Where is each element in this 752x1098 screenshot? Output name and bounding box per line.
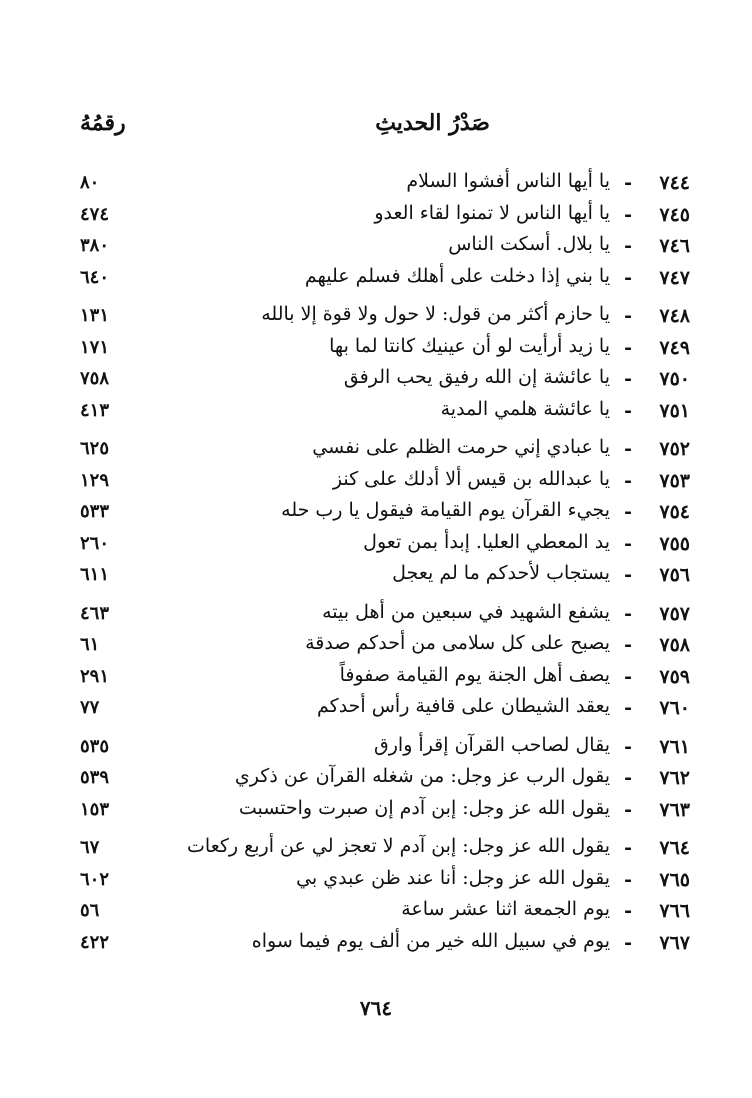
list-item [80,732,690,764]
entry-dash: - [624,798,632,821]
hadith-number: ٧٧ [80,697,100,718]
hadith-opening-text: يعقد الشيطان على قافية رأس أحدكم [317,695,610,717]
hadith-number: ٢٩١ [80,665,110,687]
list-item [80,662,690,694]
list-item [80,497,690,529]
entry-index: ٧٥٣ [659,469,690,492]
entry-dash: - [624,266,632,289]
hadith-number: ٢٦٠ [80,532,110,554]
entry-index: ٧٦٧ [659,931,690,954]
entry-dash: - [624,399,632,422]
entry-index: ٧٥٤ [659,501,690,523]
entry-dash: - [624,634,632,656]
hadith-opening-text: يستجاب لأحدكم ما لم يعجل [392,562,610,584]
entry-dash: - [624,305,632,327]
hadith-number: ٥٦ [80,900,100,921]
hadith-number: ٦٤٠ [80,266,110,288]
entry-index: ٧٦٢ [659,767,690,789]
hadith-opening-text: يشفع الشهيد في سبعين من أهل بيته [322,600,610,623]
hadith-number: ١٣١ [80,305,110,326]
entry-dash: - [624,203,632,226]
entry-index: ٧٥١ [659,399,690,422]
list-item [80,301,690,333]
entry-dash: - [624,172,632,194]
entry-dash: - [624,336,632,359]
column-title-hadith-opening: صَدْرُ الحديثِ [375,110,490,136]
hadith-opening-text: يا عبدالله بن قيس ألا أدلك على كنز [332,467,610,490]
entry-dash: - [624,532,632,555]
list-item [80,333,690,365]
hadith-opening-text: يد المعطي العليا. إبدأ بمن تعول [363,530,610,553]
list-item [80,928,690,960]
entry-dash: - [624,697,632,719]
hadith-opening-text: يا حازم أكثر من قول: لا حول ولا قوة إلا بالله [261,303,610,325]
entry-index: ٧٤٥ [659,203,690,226]
column-title-number: رقمُهُ [80,110,126,136]
hadith-number: ٦٠٢ [80,868,110,890]
entry-index: ٧٥٩ [659,665,690,688]
hadith-opening-text: يا عبادي إني حرمت الظلم على نفسي [312,436,610,458]
list-item [80,599,690,631]
entry-index: ٧٥٧ [659,602,690,625]
hadith-number: ٧٥٨ [80,368,110,389]
entry-index: ٧٤٤ [659,172,690,194]
list-item [80,833,690,865]
entry-dash: - [624,868,632,891]
list-item [80,693,690,725]
entry-index: ٧٥٦ [659,564,690,586]
entry-dash: - [624,931,632,954]
entry-index: ٧٤٧ [659,266,690,289]
entry-dash: - [624,368,632,390]
entry-dash: - [624,469,632,492]
entry-index: ٧٦٥ [659,868,690,891]
hadith-opening-text: يقول الله عز وجل: إبن آدم إن صبرت واحتسبت [238,796,610,819]
entry-dash: - [624,837,632,859]
hadith-opening-text: يقول الله عز وجل: أنا عند ظن عبدي بي [296,866,610,889]
hadith-number: ٨٠ [80,172,100,193]
entry-group [80,833,690,959]
list-item [80,896,690,928]
hadith-number: ١٢٩ [80,469,110,491]
list-item [80,200,690,232]
list-item [80,763,690,795]
entry-dash: - [624,438,632,460]
entry-dash: - [624,735,632,758]
hadith-number: ٤٧٤ [80,203,110,225]
entry-index: ٧٦٤ [659,837,690,859]
table-header [80,110,690,150]
hadith-number: ٤١٣ [80,399,110,421]
hadith-opening-text: يصف أهل الجنة يوم القيامة صفوفاً [339,663,610,686]
hadith-opening-text: يوم الجمعة اثنا عشر ساعة [401,898,610,920]
entry-group [80,301,690,427]
hadith-number: ٥٣٣ [80,501,110,522]
list-item [80,560,690,592]
entry-dash: - [624,665,632,688]
hadith-number: ١٧١ [80,336,110,358]
entry-index: ٧٥٠ [659,368,690,390]
entry-dash: - [624,602,632,625]
hadith-number: ٥٣٩ [80,767,110,788]
list-item [80,795,690,827]
entry-index: ٧٥٢ [659,438,690,460]
list-item [80,263,690,295]
page-number: ٧٦٤ [359,996,393,1020]
hadith-number: ٦١١ [80,564,110,585]
entry-index: ٧٦٠ [659,697,690,719]
entry-group [80,599,690,725]
list-item [80,630,690,662]
entry-group [80,732,690,827]
entry-dash: - [624,235,632,257]
entry-index: ٧٦٦ [659,900,690,922]
list-item [80,466,690,498]
hadith-opening-text: يصبح على كل سلامى من أحدكم صدقة [305,632,610,654]
entry-dash: - [624,564,632,586]
entry-index: ٧٥٨ [659,634,690,656]
entry-dash: - [624,900,632,922]
entry-dash: - [624,767,632,789]
hadith-opening-text: يا أيها الناس أفشوا السلام [406,170,610,192]
list-item [80,434,690,466]
hadith-opening-text: يا عائشة هلمي المدية [440,397,610,420]
hadith-opening-text: يوم في سبيل الله خير من ألف يوم فيما سواه [251,929,610,952]
entry-group [80,168,690,294]
list-item [80,168,690,200]
hadith-number: ٤٦٣ [80,602,110,624]
hadith-opening-text: يا عائشة إن الله رفيق يحب الرفق [343,366,610,388]
hadith-number: ٤٢٢ [80,931,110,953]
hadith-number: ٣٨٠ [80,235,110,256]
entry-index: ٧٦١ [659,735,690,758]
list-item [80,396,690,428]
hadith-number: ٦٧ [80,837,100,858]
hadith-opening-text: يقول الله عز وجل: إبن آدم لا تعجز لي عن أربع ركعات [187,835,610,857]
entry-dash: - [624,501,632,523]
list-item [80,529,690,561]
entry-index: ٧٦٣ [659,798,690,821]
entry-index: ٧٤٩ [659,336,690,359]
hadith-index-list [80,168,690,966]
hadith-number: ١٥٣ [80,798,110,820]
hadith-opening-text: يا بلال. أسكت الناس [448,233,610,255]
hadith-opening-text: يجيء القرآن يوم القيامة فيقول يا رب حله [281,499,610,521]
hadith-opening-text: يقال لصاحب القرآن إقرأ وارق [374,733,610,756]
list-item [80,364,690,396]
entry-index: ٧٤٨ [659,305,690,327]
entry-group [80,434,690,592]
entry-index: ٧٥٥ [659,532,690,555]
hadith-number: ٥٣٥ [80,735,110,757]
hadith-opening-text: يا بني إذا دخلت على أهلك فسلم عليهم [304,264,610,287]
list-item [80,231,690,263]
hadith-number: ٦١ [80,634,100,655]
hadith-opening-text: يقول الرب عز وجل: من شغله القرآن عن ذكري [234,765,610,787]
list-item [80,865,690,897]
hadith-opening-text: يا زيد أرأيت لو أن عينيك كانتا لما بها [329,334,610,357]
entry-index: ٧٤٦ [659,235,690,257]
hadith-opening-text: يا أيها الناس لا تمنوا لقاء العدو [374,201,610,224]
hadith-number: ٦٢٥ [80,438,110,459]
